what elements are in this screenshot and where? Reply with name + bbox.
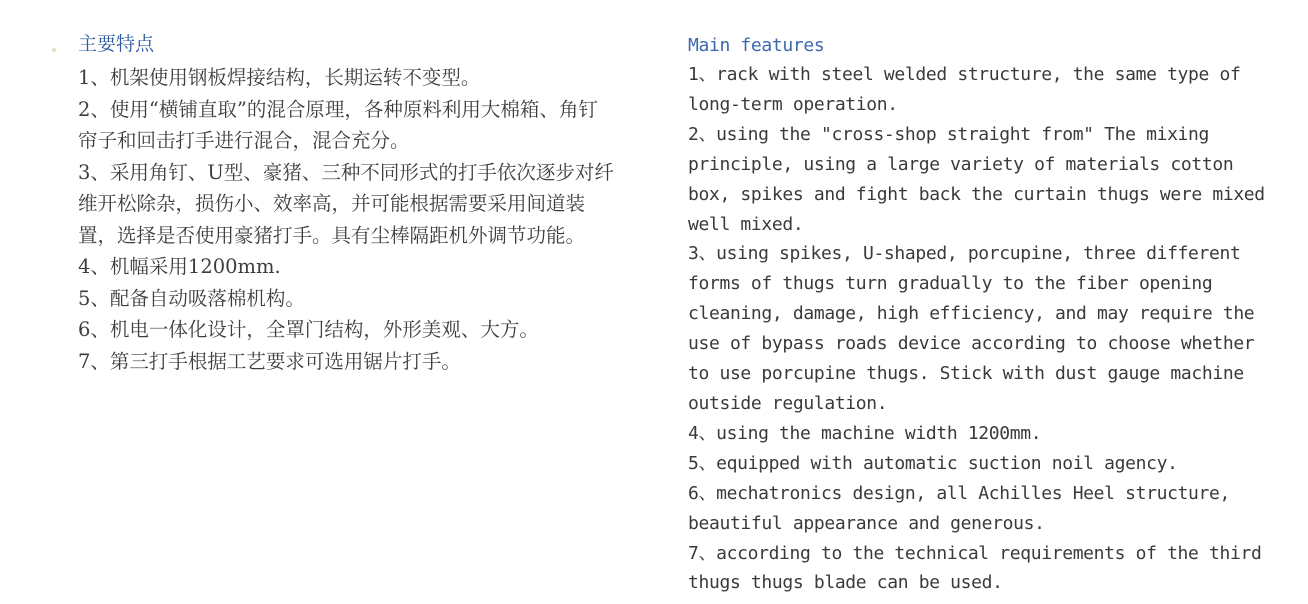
chinese-line-4: 3、采用角钉、U型、豪猪、三种不同形式的打手依次逐步对纤 <box>78 160 614 184</box>
english-line-5: box, spikes and fight back the curtain thugs were mixed <box>688 183 1265 205</box>
english-line-18: thugs thugs blade can be used. <box>688 572 1003 594</box>
english-line-4: principle, using a large variety of materials cotton <box>688 153 1234 175</box>
chinese-line-3: 帘子和回击打手进行混合，混合充分。 <box>78 129 410 152</box>
english-line-7: 3、using spikes, U-shaped, porcupine, three different <box>688 243 1241 265</box>
english-line-12: outside regulation. <box>688 392 888 414</box>
decorative-dot <box>52 48 56 52</box>
english-line-6: well mixed. <box>688 213 804 235</box>
chinese-line-1: 1、机架使用钢板焊接结构，长期运转不变型。 <box>78 66 481 89</box>
chinese-line-8: 5、配备自动吸落棉机构。 <box>78 286 305 310</box>
english-line-9: cleaning, damage, high efficiency, and may require the <box>688 303 1255 325</box>
english-line-8: forms of thugs turn gradually to the fiber opening <box>688 273 1213 295</box>
chinese-heading: 主要特点 <box>78 33 155 55</box>
english-heading: Main features <box>688 35 825 56</box>
english-line-14: 5、equipped with automatic suction noil agency. <box>688 452 1178 474</box>
chinese-line-7: 4、机幅采用1200mm. <box>78 255 281 278</box>
chinese-line-2: 2、使用“横铺直取”的混合原理，各种原料利用大棉箱、角钉 <box>78 97 598 121</box>
english-line-1: 1、rack with steel welded structure, the same type of <box>688 64 1241 85</box>
english-line-17: 7、according to the technical requirements of the third <box>688 542 1262 564</box>
chinese-features-column <box>78 30 678 377</box>
english-features-column <box>688 31 1288 598</box>
chinese-line-6: 置，选择是否使用豪猪打手。具有尘棒隔距机外调节功能。 <box>78 223 586 247</box>
chinese-line-5: 维开松除杂，损伤小、效率高，并可能根据需要采用间道装 <box>78 192 586 215</box>
chinese-line-9: 6、机电一体化设计，全罩门结构，外形美观、大方。 <box>78 318 539 341</box>
english-line-15: 6、mechatronics design, all Achilles Heel structure, <box>688 482 1230 504</box>
english-line-2: long-term operation. <box>688 93 898 115</box>
english-line-3: 2、using the "cross-shop straight from" The mixing <box>688 123 1210 145</box>
english-line-16: beautiful appearance and generous. <box>688 512 1045 534</box>
english-line-11: to use porcupine thugs. Stick with dust gauge machine <box>688 363 1244 385</box>
english-line-10: use of bypass roads device according to choose whether <box>688 333 1255 355</box>
english-line-13: 4、using the machine width 1200mm. <box>688 422 1042 444</box>
chinese-line-10: 7、第三打手根据工艺要求可选用锯片打手。 <box>78 349 461 373</box>
